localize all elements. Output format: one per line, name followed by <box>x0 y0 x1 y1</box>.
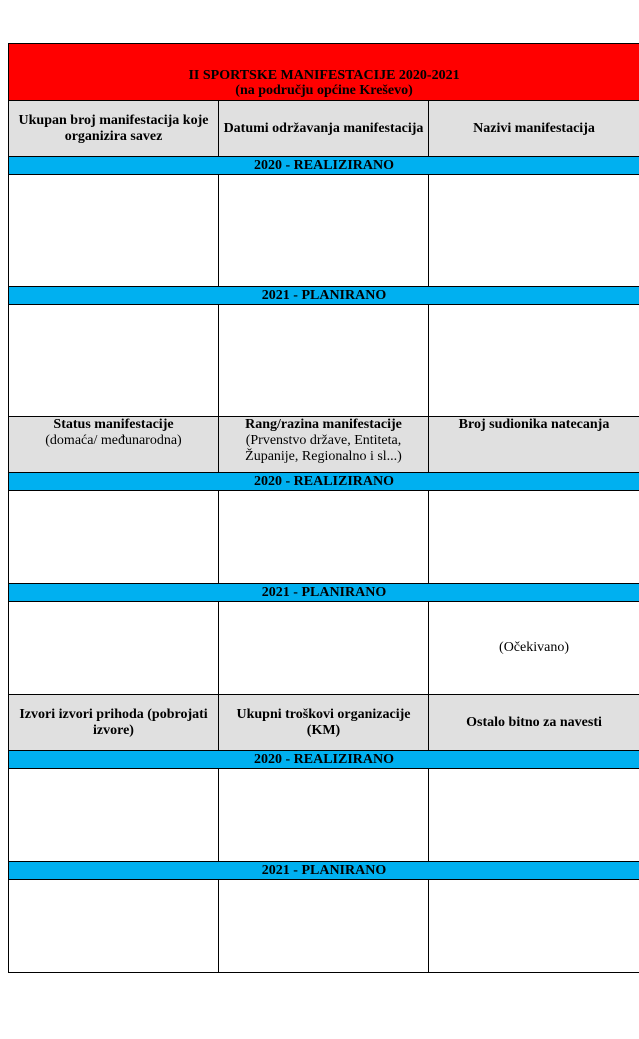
manifestations-form-table <box>8 43 639 973</box>
section1-header-row <box>9 101 639 157</box>
form-title-line2: (na području općine Kreševo) <box>235 83 413 98</box>
band-planned-label: 2021 - PLANIRANO <box>9 862 639 880</box>
header-total-costs <box>219 695 429 751</box>
section3-header-row <box>9 695 639 751</box>
band-planned <box>9 862 639 880</box>
input-cell[interactable] <box>9 305 219 417</box>
band-planned-label: 2021 - PLANIRANO <box>9 287 639 305</box>
header-rank <box>219 417 429 473</box>
input-cell[interactable] <box>219 880 429 973</box>
input-cell[interactable] <box>219 491 429 584</box>
band-realized <box>9 473 639 491</box>
section1-realized-row <box>9 175 639 287</box>
section3-realized-row <box>9 769 639 862</box>
input-cell[interactable] <box>219 305 429 417</box>
input-cell[interactable] <box>429 880 639 973</box>
input-cell[interactable] <box>9 602 219 695</box>
title-row <box>9 44 639 101</box>
section2-planned-row <box>9 602 639 695</box>
expected-note[interactable]: (Očekivano) <box>429 602 639 695</box>
band-planned-label: 2021 - PLANIRANO <box>9 584 639 602</box>
header-other: Ostalo bitno za navesti <box>429 695 639 751</box>
form-title <box>9 44 639 101</box>
input-cell[interactable] <box>219 602 429 695</box>
input-cell[interactable] <box>219 769 429 862</box>
section2-realized-row <box>9 491 639 584</box>
input-cell[interactable] <box>9 769 219 862</box>
header-rank-normal: (Prvenstvo države, Entiteta, Županije, Regionalno i sl...) <box>245 433 402 464</box>
band-planned <box>9 287 639 305</box>
header-participants: Broj sudionika natecanja <box>429 417 639 473</box>
header-total-count: Ukupan broj manifestacija koje organizira savez <box>9 101 219 157</box>
input-cell[interactable] <box>429 305 639 417</box>
form-title-line1: II SPORTSKE MANIFESTACIJE 2020-2021 <box>188 68 460 83</box>
header-names: Nazivi manifestacija <box>429 101 639 157</box>
band-realized <box>9 751 639 769</box>
section3-planned-row <box>9 880 639 973</box>
header-total-costs-bold: Ukupni troškovi organizacije <box>236 706 411 722</box>
band-planned <box>9 584 639 602</box>
header-dates: Datumi održavanja manifestacija <box>219 101 429 157</box>
input-cell[interactable] <box>219 175 429 287</box>
header-status-normal: (domaća/ međunarodna) <box>45 433 182 448</box>
input-cell[interactable] <box>9 175 219 287</box>
band-realized <box>9 157 639 175</box>
header-status <box>9 417 219 473</box>
header-income-sources: Izvori izvori prihoda (pobrojati izvore) <box>9 695 219 751</box>
input-cell[interactable] <box>429 175 639 287</box>
input-cell[interactable] <box>9 880 219 973</box>
band-realized-label: 2020 - REALIZIRANO <box>9 473 639 491</box>
header-rank-bold: Rang/razina manifestacije <box>245 417 402 432</box>
header-total-costs-unit: (KM) <box>306 722 341 738</box>
section1-planned-row <box>9 305 639 417</box>
band-realized-label: 2020 - REALIZIRANO <box>9 157 639 175</box>
input-cell[interactable] <box>429 491 639 584</box>
header-status-bold: Status manifestacije <box>53 417 174 432</box>
section2-header-row <box>9 417 639 473</box>
input-cell[interactable] <box>429 769 639 862</box>
band-realized-label: 2020 - REALIZIRANO <box>9 751 639 769</box>
input-cell[interactable] <box>9 491 219 584</box>
